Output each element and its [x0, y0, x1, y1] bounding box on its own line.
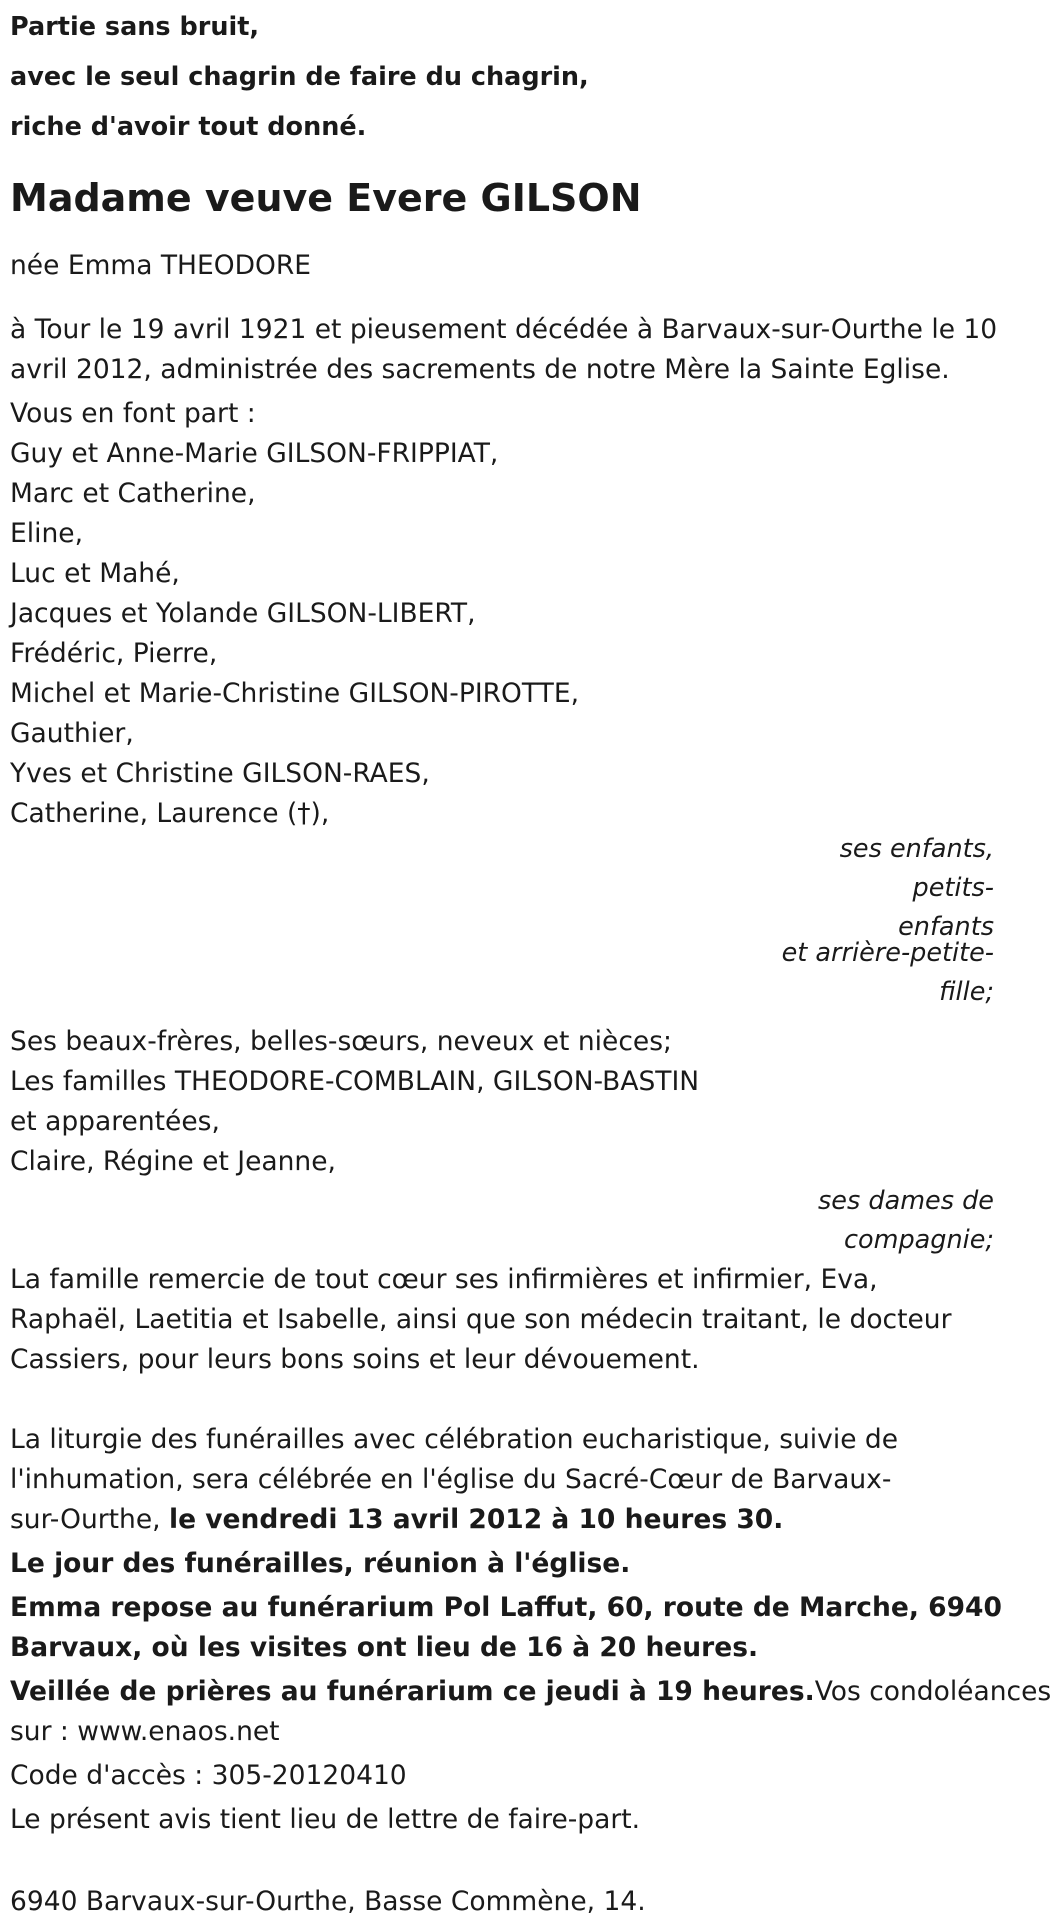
meeting-info: Le jour des funérailles, réunion à l'église.: [10, 1548, 631, 1579]
obituary-notice: [10, 0, 1051, 1922]
role-companions: [754, 1182, 994, 1260]
birth-death-paragraph: [10, 310, 998, 390]
family-line: Catherine, Laurence (†),: [10, 798, 330, 829]
poem-line: Partie sans bruit,: [10, 12, 260, 42]
extended-line: Claire, Régine et Jeanne,: [10, 1146, 336, 1177]
liturgy-line: l'inhumation, sera célébrée en l'église du Sacré-Cœur de Barvaux-: [10, 1464, 892, 1495]
extended-line: et apparentées,: [10, 1106, 220, 1137]
condolences-text: Vos condoléances: [814, 1676, 1051, 1707]
access-code: Code d'accès : 305-20120410: [10, 1760, 407, 1791]
vigil-info: Veillée de prières au funérarium ce jeudi à 19 heures.: [10, 1676, 815, 1707]
role-text: ses dames de: [818, 1186, 994, 1216]
role-text: enfants: [898, 912, 994, 942]
deceased-name-title: Madame veuve Evere GILSON: [10, 176, 642, 220]
family-line: Michel et Marie-Christine GILSON-PIROTTE,: [10, 678, 579, 709]
extended-line: Ses beaux-frères, belles-sœurs, neveux et nièces;: [10, 1026, 672, 1057]
family-line: Guy et Anne-Marie GILSON-FRIPPIAT,: [10, 438, 499, 469]
role-text: et arrière-petite-: [781, 938, 994, 968]
family-line: Luc et Mahé,: [10, 558, 180, 589]
family-line: Jacques et Yolande GILSON-LIBERT,: [10, 598, 476, 629]
family-line: Eline,: [10, 518, 83, 549]
role-text: ses enfants, petits-: [839, 834, 994, 903]
role-great-grandchild: [754, 934, 994, 1012]
extended-line: Les familles THEODORE-COMBLAIN, GILSON-BASTIN: [10, 1066, 700, 1097]
liturgy-line: La liturgie des funérailles avec célébration eucharistique, suivie de: [10, 1424, 899, 1455]
role-text: fille;: [939, 977, 994, 1007]
family-line: Frédéric, Pierre,: [10, 638, 218, 669]
faire-part-notice: Le présent avis tient lieu de lettre de faire-part.: [10, 1804, 641, 1835]
poem-line: riche d'avoir tout donné.: [10, 112, 367, 142]
vigil-line: [10, 1672, 1051, 1712]
birth-line: à Tour le 19 avril 1921 et pieusement décédée à Barvaux-sur-Ourthe le 10: [10, 314, 998, 345]
thanks-line: Raphaël, Laetitia et Isabelle, ainsi que son médecin traitant, le docteur: [10, 1304, 952, 1335]
family-intro: Vous en font part :: [10, 398, 256, 429]
funerarium-line: Emma repose au funérarium Pol Laffut, 60, route de Marche, 6940: [10, 1592, 1002, 1623]
role-children: [754, 830, 994, 947]
thanks-paragraph: [10, 1260, 994, 1380]
liturgy-line-last: [10, 1500, 994, 1540]
liturgy-paragraph: [10, 1420, 994, 1540]
home-address: 6940 Barvaux-sur-Ourthe, Basse Commène, 14.: [10, 1886, 646, 1917]
extended-family: [10, 1022, 994, 1182]
liturgy-prefix: sur-Ourthe,: [10, 1504, 169, 1535]
maiden-name: née Emma THEODORE: [10, 250, 311, 281]
poem-epigraph: [10, 2, 994, 152]
birth-line: avril 2012, administrée des sacrements de notre Mère la Sainte Eglise.: [10, 354, 950, 385]
poem-line: avec le seul chagrin de faire du chagrin,: [10, 62, 589, 92]
vigil-condolences: [10, 1672, 1051, 1752]
family-line: Yves et Christine GILSON-RAES,: [10, 758, 430, 789]
family-announcement: [10, 394, 994, 834]
role-text: compagnie;: [844, 1225, 994, 1255]
thanks-line: La famille remercie de tout cœur ses infirmières et infirmier, Eva,: [10, 1264, 878, 1295]
funerarium-info: [10, 1588, 1002, 1668]
thanks-line: Cassiers, pour leurs bons soins et leur dévouement.: [10, 1344, 700, 1375]
family-line: Marc et Catherine,: [10, 478, 256, 509]
condolences-website: sur : www.enaos.net: [10, 1716, 280, 1747]
funeral-date-time: le vendredi 13 avril 2012 à 10 heures 30.: [169, 1504, 784, 1535]
funerarium-line: Barvaux, où les visites ont lieu de 16 à 20 heures.: [10, 1632, 759, 1663]
family-line: Gauthier,: [10, 718, 134, 749]
